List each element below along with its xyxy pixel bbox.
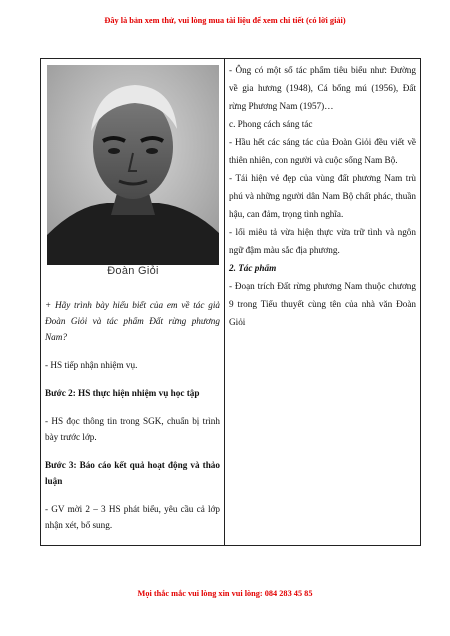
question-text: + Hãy trình bày hiểu biết của em về tác giả Đoàn Giỏi và tác phẩm Đất rừng phương Nam? [45, 300, 220, 342]
work-text: - Đoạn trích Đất rừng phương Nam thuộc chương 9 trong Tiểu thuyết cùng tên của nhà văn Đoàn Giỏi [229, 281, 416, 327]
lesson-table [40, 58, 421, 546]
works-text: - Ông có một số tác phẩm tiêu biểu như: Đường về gia hương (1948), Cá bống mú (1956), Đất rừng Phương Nam (1957)… [229, 65, 416, 111]
portrait-image [47, 65, 219, 283]
right-column [225, 59, 421, 546]
style-heading: c. Phong cách sáng tác [229, 119, 313, 129]
portrait-caption: Đoàn Giỏi [107, 265, 159, 277]
author-portrait [47, 65, 219, 283]
step2-text: - HS đọc thông tin trong SGK, chuẩn bị trình bày trước lớp. [45, 416, 220, 442]
contact-notice: Mọi thắc mắc vui lòng xin vui lòng: 084 283 45 85 [137, 589, 313, 598]
style-point-1: - Hầu hết các sáng tác của Đoàn Giỏi đều viết về thiên nhiên, con người và cuộc sống Nam Bộ. [229, 137, 416, 165]
style-point-2: - Tái hiện vẻ đẹp của vùng đất phương Nam trù phú và những người dân Nam Bộ chất phác, thuần hậu, can đảm, trọng tình nghĩa. [229, 173, 416, 219]
style-point-3: - lối miêu tả vừa hiện thực vừa trữ tình và ngôn ngữ đậm màu sắc địa phương. [229, 227, 416, 255]
step3-heading: Bước 3: Báo cáo kết quả hoạt động và thảo luận [45, 460, 220, 486]
preview-notice: Đây là bản xem thử, vui lòng mua tài liệu để xem chi tiết (có lời giải) [104, 16, 346, 25]
step2-heading: Bước 2: HS thực hiện nhiệm vụ học tập [45, 388, 200, 398]
step3-text: - GV mời 2 – 3 HS phát biểu, yêu cầu cả lớp nhận xét, bổ sung. [45, 504, 220, 530]
receive-task-text: - HS tiếp nhận nhiệm vụ. [45, 360, 138, 370]
work-heading: 2. Tác phẩm [229, 263, 277, 273]
left-column [41, 59, 225, 546]
